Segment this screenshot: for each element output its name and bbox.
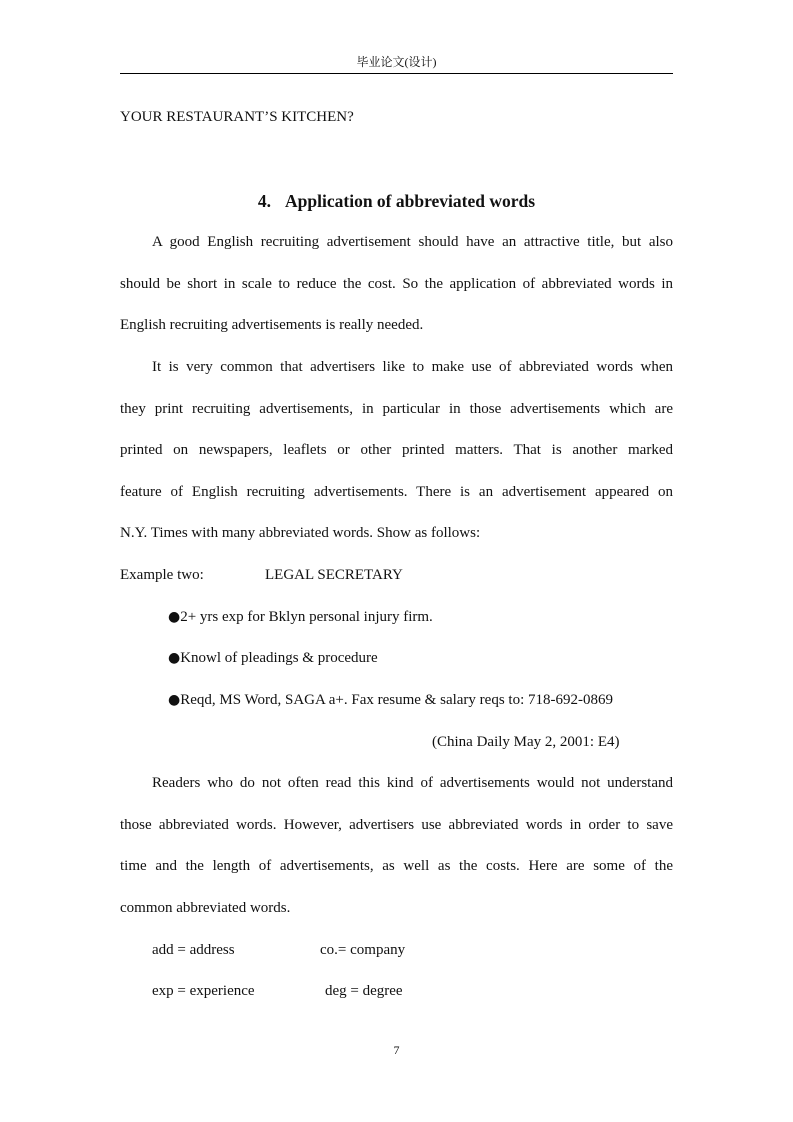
abbreviation-row bbox=[152, 982, 673, 1000]
bullet-icon: ● bbox=[168, 692, 181, 708]
bullet-text: Knowl of pleadings & procedure bbox=[180, 650, 378, 666]
paragraph-line: those abbreviated words. However, advertisers use abbreviated words in order to save bbox=[120, 817, 673, 833]
abbreviation-row bbox=[152, 941, 673, 959]
example-row bbox=[120, 566, 673, 584]
list-item bbox=[168, 608, 673, 626]
citation: (China Daily May 2, 2001: E4) bbox=[432, 734, 620, 750]
top-line: YOUR RESTAURANT’S KITCHEN? bbox=[120, 109, 354, 125]
paragraph-line: A good English recruiting advertisement should have an attractive title, but also bbox=[152, 234, 673, 250]
example-title: LEGAL SECRETARY bbox=[265, 567, 403, 583]
paragraph-line: feature of English recruiting advertisements. There is an advertisement appeared on bbox=[120, 484, 673, 500]
bullet-icon: ● bbox=[168, 609, 181, 625]
paragraph-line: It is very common that advertisers like to make use of abbreviated words when bbox=[152, 359, 673, 375]
paragraph-line: Readers who do not often read this kind of advertisements would not understand bbox=[152, 775, 673, 791]
list-item bbox=[168, 649, 673, 667]
paragraph-line: N.Y. Times with many abbreviated words. Show as follows: bbox=[120, 525, 481, 541]
section-number: 4. bbox=[257, 191, 272, 211]
bullet-text: Reqd, MS Word, SAGA a+. Fax resume & salary reqs to: 718-692-0869 bbox=[180, 692, 613, 708]
header-rule bbox=[120, 73, 673, 74]
section-title: Application of abbreviated words bbox=[285, 191, 536, 211]
example-label: Example two: bbox=[120, 567, 204, 583]
paragraph-line: common abbreviated words. bbox=[120, 900, 291, 916]
bullet-icon: ● bbox=[168, 650, 181, 666]
abbreviation-right: deg = degree bbox=[325, 983, 403, 999]
paragraph-line: time and the length of advertisements, as well as the costs. Here are some of the bbox=[120, 858, 673, 874]
abbreviation-left: add = address bbox=[152, 942, 235, 958]
abbreviation-right: co.= company bbox=[320, 942, 406, 958]
paragraph-line: English recruiting advertisements is really needed. bbox=[120, 317, 424, 333]
abbreviation-left: exp = experience bbox=[152, 983, 255, 999]
paragraph-line: they print recruiting advertisements, in particular in those advertisements which are bbox=[120, 401, 673, 417]
bullet-text: 2+ yrs exp for Bklyn personal injury firm. bbox=[180, 609, 433, 625]
paragraph-line: printed on newspapers, leaflets or other printed matters. That is another marked bbox=[120, 442, 673, 458]
list-item bbox=[168, 691, 673, 709]
page-number: 7 bbox=[393, 1043, 400, 1057]
paragraph-line: should be short in scale to reduce the cost. So the application of abbreviated words in bbox=[120, 276, 673, 292]
header-title: 毕业论文(设计) bbox=[356, 55, 437, 69]
section-heading bbox=[120, 191, 673, 211]
